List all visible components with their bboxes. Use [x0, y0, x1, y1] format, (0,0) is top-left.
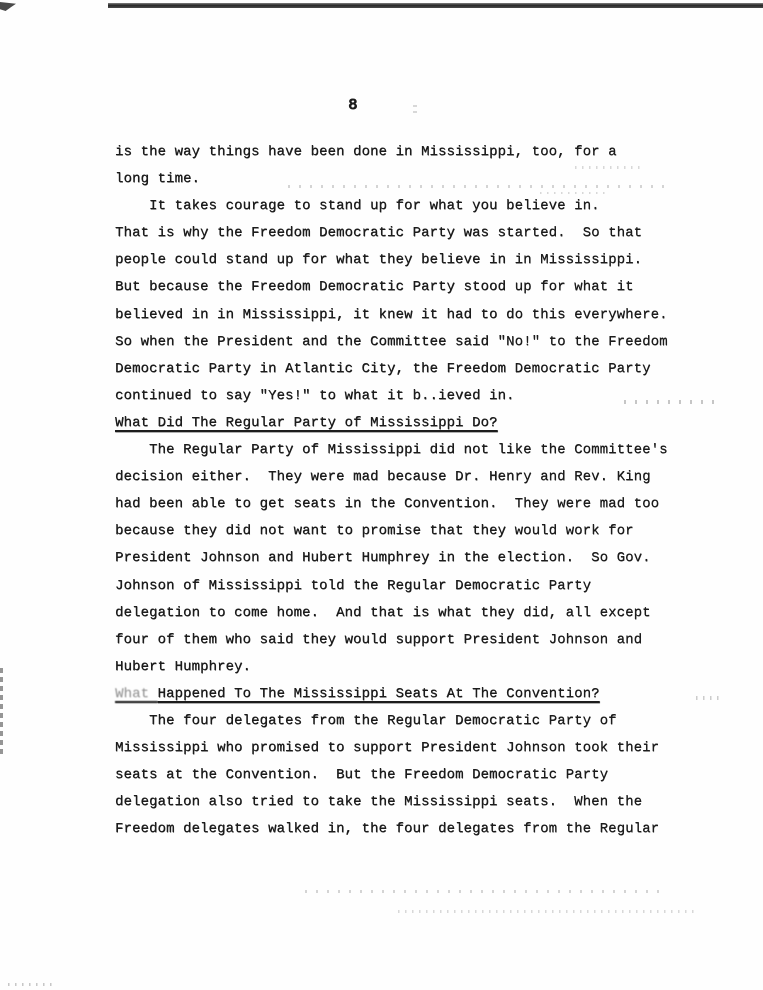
text-line: The Regular Party of Mississippi did not like the Committee's: [115, 442, 668, 459]
text-line: decision either. They were mad because Dr. Henry and Rev. King: [115, 469, 651, 486]
text-line: It takes courage to stand up for what you believe in.: [115, 198, 600, 215]
text-line: seats at the Convention. But the Freedom Democratic Party: [115, 767, 609, 784]
text-line: Mississippi who promised to support President Johnson took their: [115, 740, 660, 757]
text-line: delegation to come home. And that is what they did, all except: [115, 604, 651, 621]
text-line: Freedom delegates walked in, the four delegates from the Regular: [115, 821, 660, 838]
text-line: That is why the Freedom Democratic Party was started. So that: [115, 225, 643, 242]
text-line: is the way things have been done in Mississippi, too, for a: [115, 144, 617, 160]
scan-artifact-speckles: [398, 910, 698, 913]
text-line: delegation also tried to take the Mississippi seats. When the: [115, 794, 643, 811]
scan-artifact-left-edge-dashes: [0, 668, 3, 754]
heading-line: What Happened To The Mississippi Seats At The Convention?: [115, 685, 600, 702]
scan-artifact-speckles: [413, 105, 417, 117]
scan-artifact-top-edge-line: [108, 3, 763, 8]
text-line: people could stand up for what they believe in in Mississippi.: [115, 252, 643, 269]
text-line: had been able to get seats in the Convention. They were mad too: [115, 496, 660, 513]
text-line: The four delegates from the Regular Democratic Party of: [115, 712, 617, 729]
text-line: But because the Freedom Democratic Party stood up for what it: [115, 279, 634, 296]
text-line: Democratic Party in Atlantic City, the Freedom Democratic Party: [115, 360, 651, 377]
scan-artifact-corner-smudge: [0, 2, 16, 11]
faded-word: What: [115, 685, 158, 702]
text-line: because they did not want to promise that they would work for: [115, 523, 634, 540]
document-lines: [115, 139, 715, 843]
text-line: four of them who said they would support President Johnson and: [115, 631, 643, 648]
scan-artifact-speckles: [8, 983, 54, 986]
page-number: 8: [348, 96, 359, 114]
heading-line: What Did The Regular Party of Mississippi Do?: [115, 414, 498, 431]
text-line: President Johnson and Hubert Humphrey in the election. So Gov.: [115, 550, 651, 567]
text-line: long time.: [115, 171, 201, 188]
text-line: So when the President and the Committee said "No!" to the Freedom: [115, 333, 668, 350]
scan-artifact-speckles: [305, 890, 665, 893]
text-line: believed in in Mississippi, it knew it had to do this everywhere.: [115, 306, 668, 323]
text-line: continued to say "Yes!" to what it b..ieved in.: [115, 387, 515, 404]
text-line: Johnson of Mississippi told the Regular Democratic Party: [115, 577, 592, 594]
text-line: Hubert Humphrey.: [115, 658, 252, 675]
